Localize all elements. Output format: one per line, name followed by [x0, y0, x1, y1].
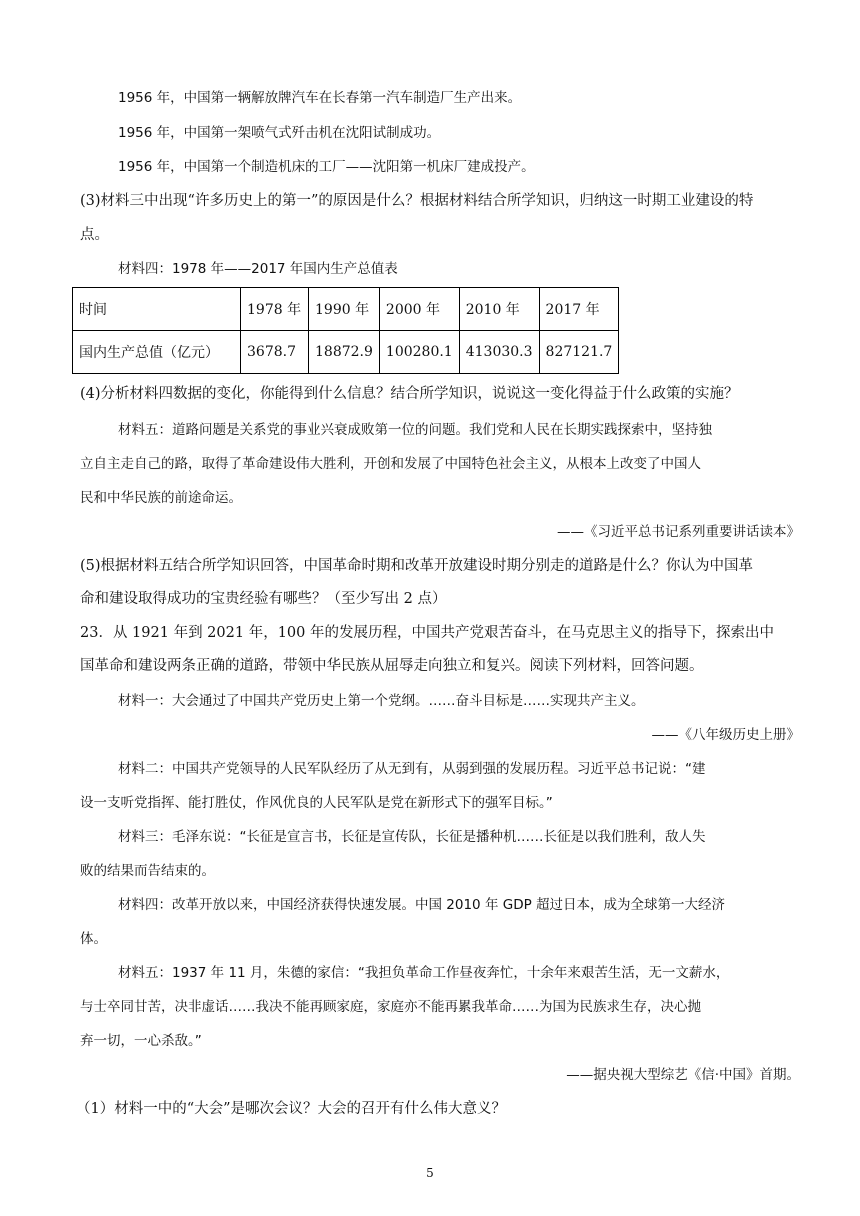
- material-line: 败的结果而告结束的。: [80, 863, 215, 879]
- table-cell: 827121.7: [539, 331, 619, 374]
- table-header-cell: 2010 年: [459, 288, 539, 331]
- table-cell: 413030.3: [459, 331, 539, 374]
- source-citation: ——《八年级历史上册》: [651, 727, 800, 743]
- material-line: 1956 年，中国第一架喷气式歼击机在沈阳试制成功。: [118, 125, 441, 141]
- material-line: 弃一切，一心杀敌。”: [80, 1033, 202, 1049]
- table-cell: 100280.1: [379, 331, 459, 374]
- material-line: 材料五：道路问题是关系党的事业兴衰成败第一位的问题。我们党和人民在长期实践探索中，坚持独: [118, 422, 712, 438]
- table-cell: 18872.9: [309, 331, 380, 374]
- table-row-label: 国内生产总值（亿元）: [73, 331, 241, 374]
- material-line: 与士卒同甘苦，决非虚话……我决不能再顾家庭，家庭亦不能再累我革命……为国为民族求生存，决心抛: [80, 999, 701, 1015]
- material-line: 1956 年，中国第一个制造机床的工厂——沈阳第一机床厂建成投产。: [118, 159, 535, 175]
- table-row: [73, 288, 619, 331]
- table-header-cell: 1990 年: [309, 288, 380, 331]
- question-23: 23．从 1921 年到 2021 年，100 年的发展历程，中国共产党艰苦奋斗，在马克思主义的指导下，探索出中: [80, 625, 774, 641]
- material-line: 体。: [80, 931, 107, 947]
- table-cell: 3678.7: [241, 331, 309, 374]
- question-23-1: （1）材料一中的“大会”是哪次会议？大会的召开有什么伟大意义？: [76, 1101, 507, 1117]
- material-line: 材料三：毛泽东说：“长征是宣言书，长征是宣传队，长征是播种机……长征是以我们胜利，敌人失: [118, 829, 706, 845]
- gdp-table: [72, 287, 619, 374]
- question-23-cont: 国革命和建设两条正确的道路，带领中华民族从屈辱走向独立和复兴。阅读下列材料，回答问题。: [80, 658, 704, 674]
- table-header-cell: 时间: [73, 288, 241, 331]
- material-line: 民和中华民族的前途命运。: [80, 490, 242, 506]
- question-5: (5)根据材料五结合所学知识回答，中国革命时期和改革开放建设时期分别走的道路是什么？你认为中国革: [80, 558, 754, 574]
- question-3: (3)材料三中出现“许多历史上的第一”的原因是什么？根据材料结合所学知识，归纳这一时期工业建设的特: [80, 193, 754, 209]
- material-line: 1956 年，中国第一辆解放牌汽车在长春第一汽车制造厂生产出来。: [118, 90, 522, 106]
- material-line: 设一支听党指挥、能打胜仗，作风优良的人民军队是党在新形式下的强军目标。”: [80, 795, 553, 811]
- table-row: [73, 331, 619, 374]
- page-number: 5: [426, 1166, 434, 1180]
- table-header-cell: 2017 年: [539, 288, 619, 331]
- material-line: 材料一：大会通过了中国共产党历史上第一个党纲。……奋斗目标是……实现共产主义。: [118, 693, 645, 709]
- material-line: 材料五：1937 年 11 月，朱德的家信：“我担负革命工作昼夜奔忙，十余年来艰苦生活，无一文薪水，: [118, 965, 730, 981]
- table-header-cell: 1978 年: [241, 288, 309, 331]
- question-5-cont: 命和建设取得成功的宝贵经验有哪些？（至少写出 2 点）: [80, 591, 447, 607]
- table-header-cell: 2000 年: [379, 288, 459, 331]
- question-3-cont: 点。: [80, 227, 109, 243]
- material-line: 材料二：中国共产党领导的人民军队经历了从无到有，从弱到强的发展历程。习近平总书记说：“建: [118, 761, 706, 777]
- material-four-title: 材料四：1978 年——2017 年国内生产总值表: [118, 261, 398, 277]
- material-line: 材料四：改革开放以来，中国经济获得快速发展。中国 2010 年 GDP 超过日本，成为全球第一大经济: [118, 897, 726, 913]
- source-citation: ——据央视大型综艺《信·中国》首期。: [566, 1067, 800, 1083]
- material-line: 立自主走自己的路，取得了革命建设伟大胜利，开创和发展了中国特色社会主义，从根本上改变了中国人: [80, 456, 701, 472]
- source-citation: ——《习近平总书记系列重要讲话读本》: [557, 524, 800, 540]
- question-4: (4)分析材料四数据的变化，你能得到什么信息？结合所学知识，说说这一变化得益于什么政策的实施？: [80, 386, 739, 402]
